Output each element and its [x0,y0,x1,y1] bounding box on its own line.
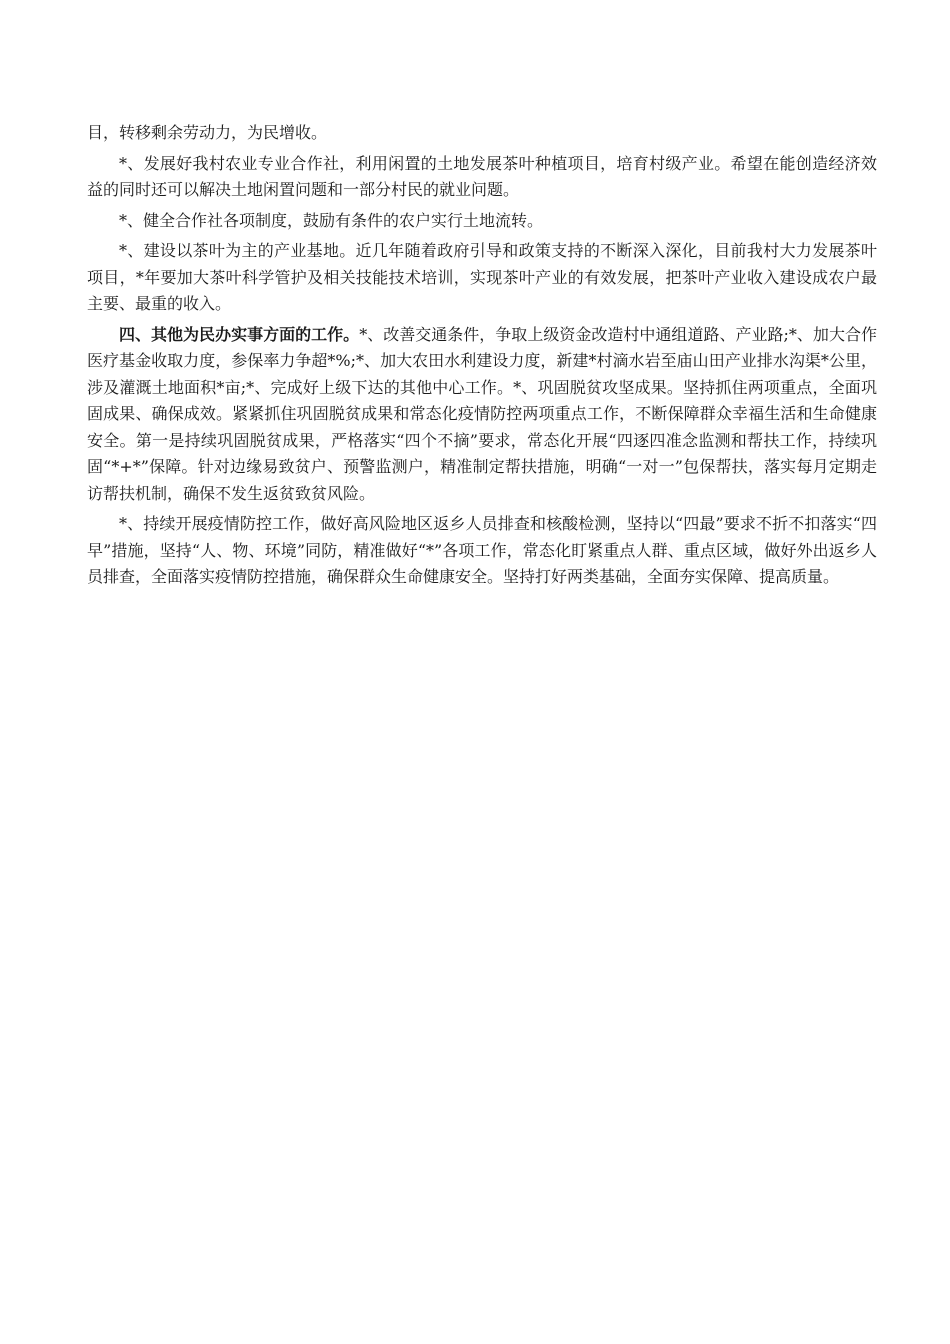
paragraph-tea-base: *、建设以茶叶为主的产业基地。近几年随着政府引导和政策支持的不断深入深化，目前我村大力发展茶叶项目，*年要加大茶叶科学管护及相关技能技术培训，实现茶叶产业的有效发展，把茶叶产业收入建设成农户最主要、最重的收入。 [87,241,877,313]
paragraph-other-work [87,322,877,508]
paragraph-continuation: 目，转移剩余劳动力，为民增收。 [87,123,328,142]
section-body: *、改善交通条件，争取上级资金改造村中通组道路、产业路;*、加大合作医疗基金收取力度，参保率力争超*%;*、加大农田水利建设力度，新建*村滴水岩至庙山田产业排水沟渠*公里，涉及灌溉土地面积*亩;*、完成好上级下达的其他中心工作。*、巩固脱贫攻坚成果。坚持抓住两项重点，全面巩固成果、确保成效。紧紧抓住巩固脱贫成果和常态化疫情防控两项重点工作，不断保障群众幸福生活和生命健康安全。第一是持续巩固脱贫成果，严格落实“四个不摘”要求，常态化开展“四逐四准念监测和帮扶工作，持续巩固“*+*”保障。针对边缘易致贫户、预警监测户，精准制定帮扶措施，明确“一对一”包保帮扶，落实每月定期走访帮扶机制，确保不发生返贫致贫风险。 [87,324,877,503]
section-heading: 四、其他为民办实事方面的工作。 [119,324,360,344]
paragraph-cooperative-system: *、健全合作社各项制度，鼓励有条件的农户实行土地流转。 [119,210,544,230]
paragraph-epidemic: *、持续开展疫情防控工作，做好高风险地区返乡人员排查和核酸检测，坚持以“四最”要求不折不扣落实“四早”措施，坚持“人、物、环境”同防，精准做好“*”各项工作，常态化盯紧重点人群、重点区域，做好外出返乡人员排查，全面落实疫情防控措施，确保群众生命健康安全。坚持打好两类基础，全面夯实保障、提高质量。 [87,514,877,586]
document-page [87,120,877,595]
paragraph-cooperative: *、发展好我村农业专业合作社，利用闲置的土地发展茶叶种植项目，培育村级产业。希望在能创造经济效益的同时还可以解决土地闲置问题和一部分村民的就业问题。 [87,153,877,199]
